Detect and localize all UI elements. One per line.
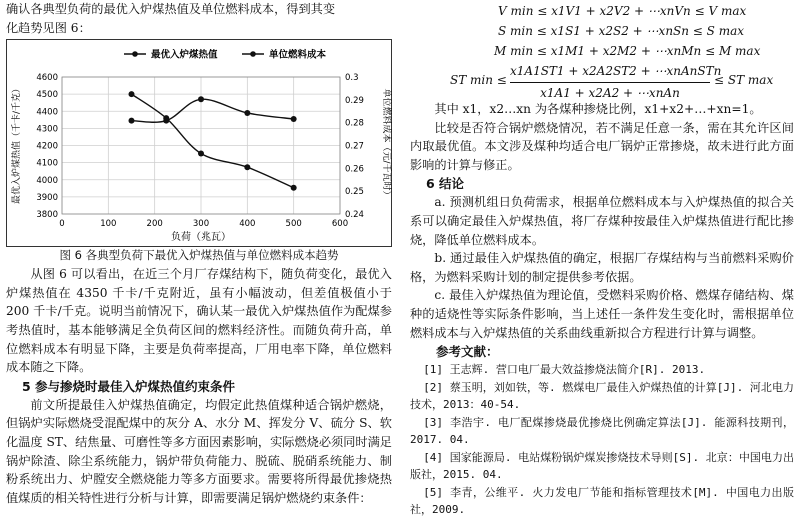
conclusion-a: a. 预测机组日负荷需求，根据单位燃料成本与入炉煤热值的拟合关系可以确定最佳入炉煤热值，将厂存煤种按最佳入炉煤热值进行配比掺烧，降低单位燃料成本。 [410,195,794,247]
y-right-tick-label: 0.24 [345,210,364,221]
y-left-tick-label: 4200 [36,141,58,152]
reference-item: [1] 王志辉. 营口电厂最大效益掺烧法简介[R]. 2013. [423,363,706,377]
x-tick-label: 200 [146,219,163,230]
references-list [410,361,794,519]
y-right-tick-label: 0.29 [345,96,364,107]
x-tick-label: 400 [239,219,256,230]
intro-text: 确认各典型负荷的最优入炉煤热值及单位燃料成本，得到其变 [6,2,336,16]
equation-sulfur: S min ≤ x1S1 + x2S2 + ⋯xnSn ≤ S max [498,24,745,38]
y-left-tick-label: 4500 [36,90,58,101]
references-heading: 参考文献： [436,344,499,360]
x-tick-label: 0 [59,219,65,230]
y-axis-left-label: 最优入炉煤热值（千卡/千克） [12,84,22,205]
x-tick-label: 300 [192,219,210,230]
left-column [6,0,392,507]
reference-item: [3] 李浩宇. 电厂配煤掺烧最优掺烧比例确定算法[J]. 能源科技期刊，2017. 04. [410,415,794,447]
data-point [291,116,297,122]
figure-caption: 图 6 各典型负荷下最优入炉煤热值与单位燃料成本趋势 [59,248,339,263]
y-left-tick-label: 4600 [36,73,58,84]
data-point [244,110,250,116]
reference-item: [5] 李青，公维平. 火力发电厂节能和指标管理技术[M]. 中国电力出版社，2009. [410,485,794,517]
y-left-tick-label: 4100 [36,158,58,169]
conclusion-b: b. 通过最佳入炉煤热值的确定，根据厂存煤结构与当前燃料采购价格，为燃料采购计划的制定提供参考依据。 [410,251,794,284]
data-point [198,151,204,157]
y-left-tick-label: 4400 [36,107,58,118]
y-right-tick-label: 0.3 [345,73,359,84]
conclusion-c: c. 最佳入炉煤热值为理论值，受燃料采购价格、燃煤存储结构、煤种的适烧性等实际条件影响，当上述任一条件发生变化时，需根据单位燃料成本与入炉煤热值的关系曲线重新拟合方程进行计算与调整。 [410,288,794,340]
legend-label: 最优入炉煤热值 [151,49,218,61]
y-right-tick-label: 0.25 [345,187,364,198]
paragraph-compare: 比较是否符合锅炉燃烧情况，若不满足任意一条，需在其允许区间内取最优值。本文涉及煤种均适合电厂锅炉正常掺烧，故未进行此方面影响的计算与修正。 [410,120,794,172]
intro-text-cont: 化趋势见图 6： [6,20,91,35]
figure-6-chart [6,39,392,247]
reference-item: [4] 国家能源局. 电站煤粉锅炉煤炭掺烧技术导则[S]. 北京：中国电力出版社，2015. 04. [410,450,794,482]
data-point [291,185,297,191]
paragraph-constraints: 前文所提最佳入炉煤热值确定，均假定此热值煤种适合锅炉燃烧，但锅炉实际燃烧受混配煤中的灰分 A、水分 M、挥发分 V、硫分 S、软化温度 ST、结焦量、可磨性等多方面因素影响，实际燃烧必须同时满足锅炉除渣、除尘系统能力，锅炉带负荷能力、脱硫、脱硝系统能力、制粉系统出力、炉膛安全燃烧能力等多方面要求。需要将所得最优掺烧热值煤质的相关特性进行分析与计算，即需要满足锅炉燃烧约束条件： [6,397,392,505]
x-tick-label: 500 [285,219,302,230]
y-left-tick-label: 4000 [36,175,58,186]
data-point [129,91,135,97]
equation-st-rhs: ≤ ST max [714,73,774,87]
chart-frame [7,40,392,247]
equation-note: 其中 x1，x2…xn 为各煤种掺烧比例，x1+x2+…+xn=1。 [434,102,762,116]
equation-st-numerator: x1A1ST1 + x2A2ST2 + ⋯xnAnSTn [510,64,722,78]
equation-volatile: V min ≤ x1V1 + x2V2 + ⋯xnVn ≤ V max [498,4,747,18]
data-point [198,96,204,102]
y-left-tick-label: 4300 [36,124,58,135]
data-point [163,115,169,121]
data-point [244,164,250,170]
x-axis-label: 负荷（兆瓦） [171,232,231,244]
y-right-tick-label: 0.27 [345,141,364,152]
equation-st-denominator: x1A1 + x2A2 + ⋯xnAn [540,85,680,100]
equation-st-fraction [510,62,722,102]
x-tick-label: 100 [100,219,117,230]
paragraph-figure-analysis: 从图 6 可以看出，在近三个月厂存煤结构下，随负荷变化，最优入炉煤热值在 4350 千卡/千克附近，虽有小幅波动，但差值极值小于 200 千卡/千克。说明当前情况下，确认某一最优入炉煤热值作为配煤参考热值时，基本能够满足全负荷区间的燃料经济性。而随负荷升高，单位燃料成本有明显下降，主要是负荷率提高，厂用电率下降，单位燃料成本随之下降。 [6,267,392,375]
legend-marker [132,51,138,57]
y-left-tick-label: 3800 [36,210,58,221]
section-6-heading: 6 结论 [426,176,465,192]
constraint-equations [410,0,794,100]
equation-moisture: M min ≤ x1M1 + x2M2 + ⋯xnMn ≤ M max [494,44,761,58]
x-tick-label: 600 [331,219,349,230]
y-left-tick-label: 3900 [36,193,58,204]
section-5-heading: 5 参与掺烧时最佳入炉煤热值约束条件 [22,378,236,394]
right-column [410,0,794,519]
chart-svg [6,39,392,247]
legend-marker [250,51,256,57]
y-axis-right-label: 单位燃料成本（元/千瓦时） [381,88,391,200]
reference-item: [2] 蔡玉明，刘如铁，等. 燃煤电厂最佳入炉煤热值的计算[J]. 河北电力技术，2013：40-54. [410,380,794,412]
y-right-tick-label: 0.26 [345,164,364,175]
legend-label: 单位燃料成本 [269,49,327,61]
y-right-tick-label: 0.28 [345,118,364,129]
data-point [129,118,135,124]
equation-st-lhs: ST min ≤ [450,73,507,87]
